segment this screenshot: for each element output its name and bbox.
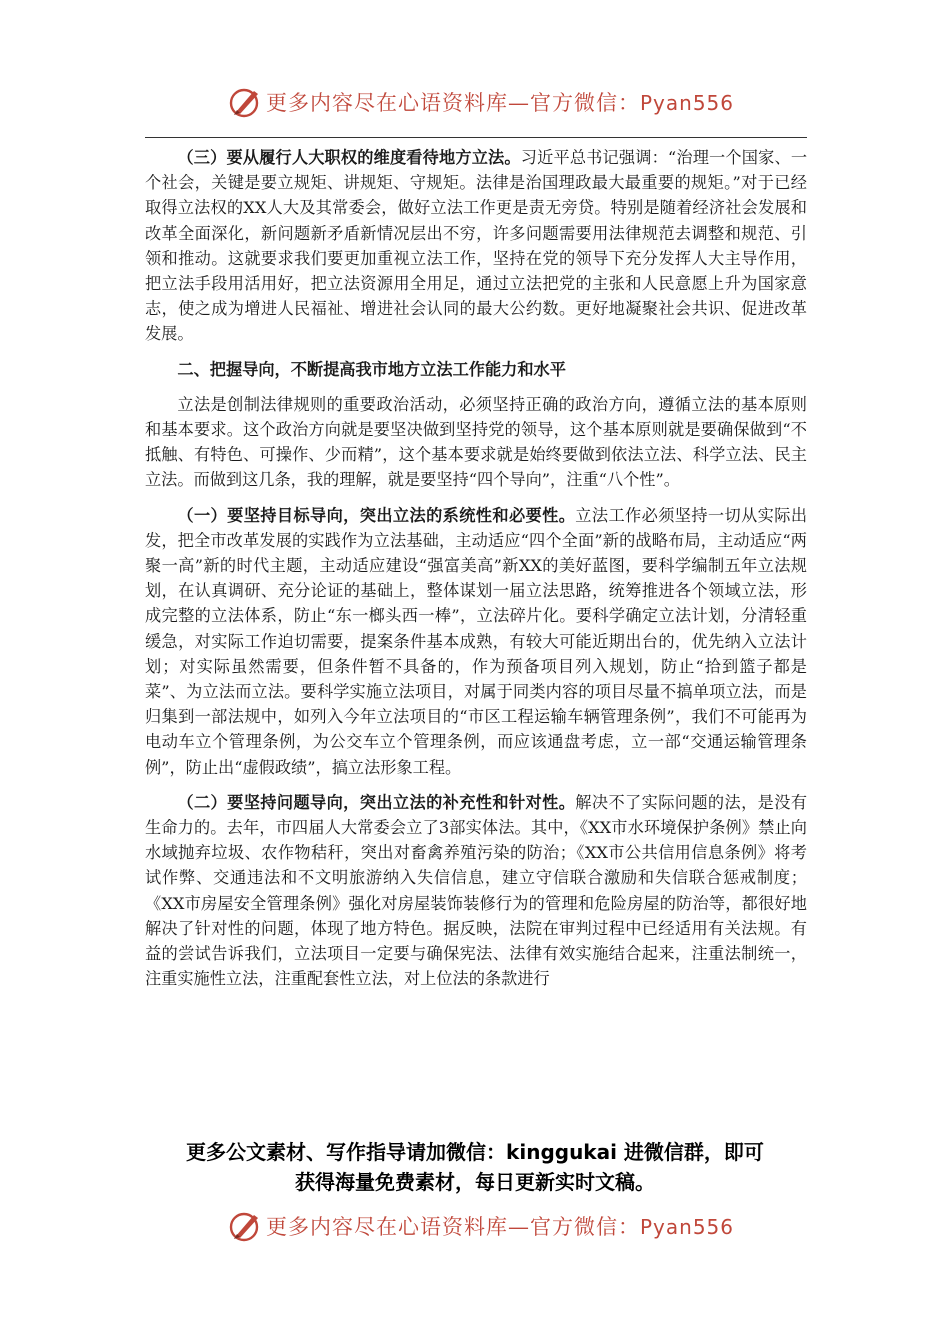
promo-line-2: 获得海量免费素材，每日更新实时文稿。 xyxy=(295,1170,655,1194)
section-heading: 二、把握导向，不断提高我市地方立法工作能力和水平 xyxy=(177,359,566,379)
promo-callout xyxy=(0,1137,950,1197)
paragraph-3-text: 立法工作必须坚持一切从实际出发，把全市改革发展的实践作为立法基础，主动适应“四个全面”新的战略布局，主动适应“两聚一高”新的时代主题，主动适应建设“强富美高”新XX的美好蓝图，要科学编制五年立法规划，在认真调研、充分论证的基础上，整体谋划一届立法思路，统筹推进各个领域立法，形成完整的立法体系，防止“东一榔头西一棒”，立法碎片化。要科学确定立法计划，分清轻重缓急，对实际工作迫切需要，提案条件基本成熟，有较大可能近期出台的，优先纳入立法计划；对实际虽然需要，但条件暂不具备的，作为预备项目列入规划，防止“拾到篮子都是菜”、为立法而立法。要科学实施立法项目，对属于同类内容的项目尽量不搞单项立法，而是归集到一部法规中，如列入今年立法项目的“市区工程运输车辆管理条例”，我们不可能再为电动车立个管理条例，为公交车立个管理条例，而应该通盘考虑，立一部“交通运输管理条例”，防止出“虚假政绩”，搞立法形象工程。 xyxy=(145,505,808,777)
header-banner xyxy=(0,82,950,122)
promo-line-1: 更多公文素材、写作指导请加微信：kinggukai 进微信群，即可 xyxy=(186,1140,764,1164)
banner-brand: 更多内容尽在心语资料库—官方微信： xyxy=(266,91,640,115)
pen-logo-icon xyxy=(228,85,262,119)
footer-banner xyxy=(0,1206,950,1246)
banner-brand: 更多内容尽在心语资料库—官方微信： xyxy=(266,1215,640,1239)
paragraph-3-lead: （一）要坚持目标导向，突出立法的系统性和必要性。 xyxy=(177,505,576,525)
paragraph-4 xyxy=(145,790,807,992)
paragraph-4-text: 解决不了实际问题的法，是没有生命力的。去年，市四届人大常委会立了3部实体法。其中，《XX市水环境保护条例》禁止向水域抛弃垃圾、农作物秸秆，突出对畜禽养殖污染的防治；《XX市公共信用信息条例》将考试作弊、交通违法和不文明旅游纳入失信信息，建立守信联合激励和失信联合惩戒制度；《XX市房屋安全管理条例》强化对房屋装饰装修行为的管理和危险房屋的防治等，都很好地解决了针对性的问题，体现了地方特色。据反映，法院在审判过程中已经适用有关法规。有益的尝试告诉我们，立法项目一定要与确保宪法、法律有效实施结合起来，注重法制统一，注重实施性立法，注重配套性立法，对上位法的条款进行 xyxy=(145,792,808,989)
pen-logo-icon xyxy=(228,1209,262,1243)
banner-text xyxy=(266,87,734,117)
banner-wechat-id: Pyan556 xyxy=(640,91,735,115)
banner-text xyxy=(266,1211,734,1241)
document-body xyxy=(145,145,807,992)
paragraph-1 xyxy=(145,145,807,347)
header-rule xyxy=(145,137,807,138)
paragraph-3 xyxy=(145,503,807,780)
paragraph-2: 立法是创制法律规则的重要政治活动，必须坚持正确的政治方向，遵循立法的基本原则和基本要求。这个政治方向就是要坚决做到坚持党的领导，这个基本原则就是要确保做到“不抵触、有特色、可操作、少而精”，这个基本要求就是始终要做到依法立法、科学立法、民主立法。而做到这几条，我的理解，就是要坚持“四个导向”，注重“八个性”。 xyxy=(145,394,807,490)
paragraph-4-lead: （二）要坚持问题导向，突出立法的补充性和针对性。 xyxy=(177,792,576,812)
banner-wechat-id: Pyan556 xyxy=(640,1215,735,1239)
paragraph-1-text: 习近平总书记强调：“治理一个国家、一个社会，关键是要立规矩、讲规矩、守规矩。法律是治国理政最大最重要的规矩。”对于已经取得立法权的XX人大及其常委会，做好立法工作更是责无旁贷。特别是随着经济社会发展和改革全面深化，新问题新矛盾新情况层出不穷，许多问题需要用法律规范去调整和规范、引领和推动。这就要求我们要更加重视立法工作，坚持在党的领导下充分发挥人大主导作用，把立法手段用活用好，把立法资源用全用足，通过立法把党的主张和人民意愿上升为国家意志，使之成为增进人民福祉、增进社会认同的最大公约数。更好地凝聚社会共识、促进改革发展。 xyxy=(145,148,808,344)
paragraph-1-lead: （三）要从履行人大职权的维度看待地方立法。 xyxy=(177,148,521,167)
